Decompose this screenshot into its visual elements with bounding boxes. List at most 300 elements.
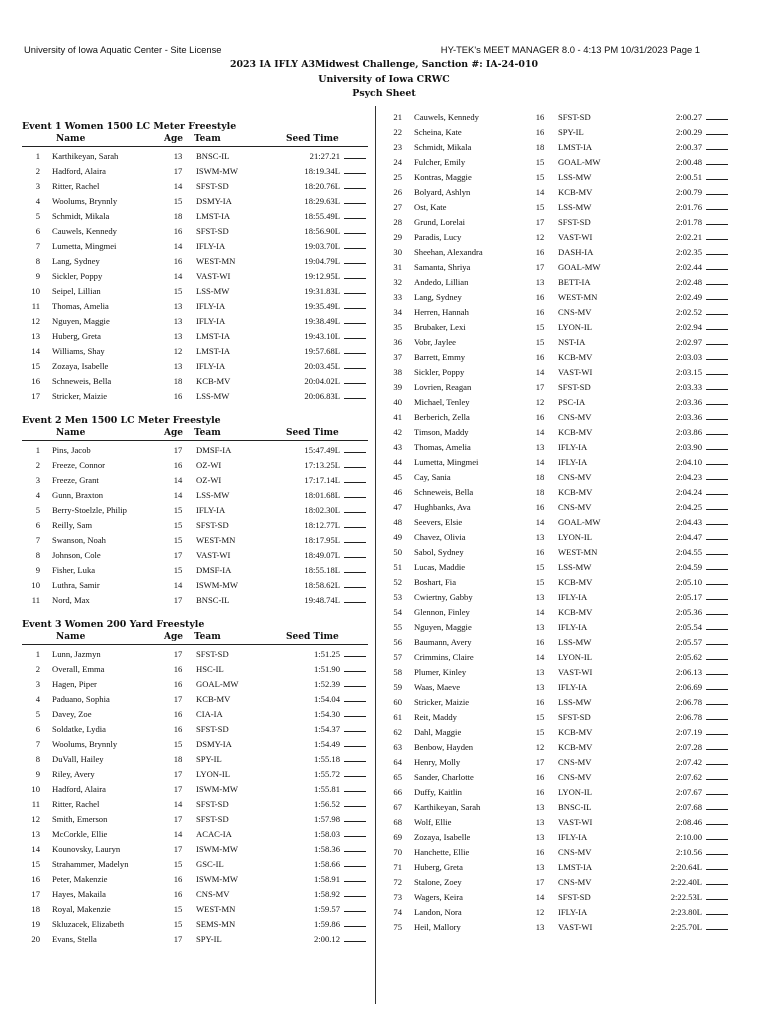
seed-time: 1:54.37 [313,724,340,734]
result-blank-line [344,299,366,309]
swimmer-name: Grund, Lorelai [414,217,466,227]
rank-number: 6 [35,724,40,734]
swimmer-name: Schneweis, Bella [52,376,112,386]
swimmer-name: Huberg, Greta [414,862,463,872]
result-blank-line [706,410,728,420]
result-blank-line [706,200,728,210]
swimmer-name: Cwiertny, Gabby [414,592,473,602]
seed-time: 2:06.78 [675,697,702,707]
result-blank-line [706,500,728,510]
seed-time: 1:55.81 [313,784,340,794]
entry-row [384,890,730,905]
result-blank-line [706,305,728,315]
team-code: CNS-MV [558,757,592,767]
entry-row [384,635,730,650]
swimmer-age: 17 [173,445,183,455]
swimmer-name: Benbow, Hayden [414,742,474,752]
swimmer-name: Boshart, Fia [414,577,457,587]
swimmer-age: 16 [173,874,183,884]
swimmer-age: 13 [535,277,545,287]
swimmer-age: 13 [535,532,545,542]
swimmer-age: 14 [173,181,183,191]
swimmer-age: 15 [535,727,545,737]
team-code: CNS-MV [196,889,230,899]
swimmer-name: Karthikeyan, Sarah [52,151,119,161]
entry-row [22,224,368,239]
swimmer-name: Luthra, Samir [52,580,100,590]
swimmer-name: Karthikeyan, Sarah [414,802,481,812]
entry-row [22,887,368,902]
result-blank-line [706,380,728,390]
rank-number: 5 [35,211,40,221]
result-blank-line [706,830,728,840]
swimmer-name: Seevers, Elsie [414,517,463,527]
team-code: KCB-MV [558,487,593,497]
result-blank-line [344,503,366,513]
seed-time: 1:54.30 [313,709,340,719]
result-blank-line [344,239,366,249]
seed-time: 2:01.76 [675,202,702,212]
swimmer-name: Zozaya, Isabelle [52,361,109,371]
swimmer-name: Cay, Sania [414,472,451,482]
team-code: KCB-MV [558,607,593,617]
seed-time: 2:06.78 [675,712,702,722]
swimmer-name: Henry, Molly [414,757,461,767]
swimmer-name: Kounovsky, Lauryn [52,844,121,854]
result-blank-line [344,857,366,867]
rank-number: 15 [31,859,40,869]
rank-number: 68 [393,817,402,827]
swimmer-name: Hughbanks, Ava [414,502,471,512]
entry-row [22,374,368,389]
seed-time: 2:00.12 [313,934,340,944]
swimmer-name: Scheina, Kate [414,127,462,137]
entry-row [22,872,368,887]
team-code: IFLY-IA [558,592,588,602]
swimmer-age: 14 [173,271,183,281]
swimmer-age: 14 [173,490,183,500]
team-code: SFST-SD [196,814,229,824]
swimmer-age: 13 [535,817,545,827]
result-blank-line [706,110,728,120]
result-blank-line [344,548,366,558]
rank-number: 7 [35,739,40,749]
entry-row [384,185,730,200]
entry-row [384,725,730,740]
result-blank-line [706,800,728,810]
swimmer-name: Strahammer, Madelyn [52,859,129,869]
rank-number: 34 [393,307,402,317]
swimmer-age: 16 [535,847,545,857]
swimmer-name: Paduano, Sophia [52,694,110,704]
result-blank-line [344,563,366,573]
entry-row [22,707,368,722]
entry-row [22,254,368,269]
seed-time: 2:10.00 [675,832,702,842]
result-blank-line [344,164,366,174]
rank-number: 58 [393,667,402,677]
swimmer-name: Peter, Makenzie [52,874,108,884]
team-code: SFST-SD [558,217,591,227]
result-blank-line [344,254,366,264]
swimmer-age: 15 [173,859,183,869]
entry-row [384,500,730,515]
seed-time: 1:58.66 [313,859,340,869]
seed-time: 18:55.49L [304,211,340,221]
result-blank-line [706,725,728,735]
team-code: SEMS-MN [196,919,236,929]
seed-time: 18:20.76L [304,181,340,191]
swimmer-age: 16 [535,697,545,707]
rank-number: 49 [393,532,402,542]
entry-row [22,389,368,404]
swimmer-age: 14 [535,652,545,662]
swimmer-name: Johnson, Cole [52,550,101,560]
entry-row [22,314,368,329]
rank-number: 6 [35,226,40,236]
rank-number: 10 [31,286,40,296]
seed-time: 2:04.23 [675,472,702,482]
team-code: CNS-MV [558,502,592,512]
team-code: IFLY-IA [558,832,588,842]
right-column [384,110,730,935]
entry-row [22,329,368,344]
event-title: Event 3 Women 200 Yard Freestyle [22,619,205,630]
swimmer-age: 16 [173,460,183,470]
team-code: BETT-IA [558,277,591,287]
entry-row [384,275,730,290]
seed-time: 2:02.94 [675,322,702,332]
rank-number: 63 [393,742,402,752]
seed-time: 2:05.54 [675,622,702,632]
seed-time: 19:31.83L [304,286,340,296]
team-code: PSC-IA [558,397,586,407]
result-blank-line [706,215,728,225]
swimmer-age: 16 [173,679,183,689]
result-blank-line [706,665,728,675]
team-code: CNS-MV [558,412,592,422]
result-blank-line [344,647,366,657]
seed-time: 2:03.36 [675,412,702,422]
rank-number: 55 [393,622,402,632]
seed-time: 2:22.53L [670,892,702,902]
result-blank-line [344,677,366,687]
rank-number: 42 [393,427,402,437]
swimmer-name: Sander, Charlotte [414,772,474,782]
team-code: KCB-MV [196,694,231,704]
rank-number: 2 [35,166,40,176]
result-blank-line [344,932,366,942]
swimmer-name: Bolyard, Ashlyn [414,187,471,197]
team-code: BNSC-IL [196,595,230,605]
team-code: ISWM-MW [196,166,239,176]
team-code: SPY-IL [558,127,584,137]
seed-time: 2:10.56 [675,847,702,857]
seed-time: 18:19.34L [304,166,340,176]
entry-row [22,548,368,563]
swimmer-name: Hayes, Makaila [52,889,106,899]
column-header-age: Age [164,134,184,144]
rank-number: 5 [35,709,40,719]
seed-time: 19:03.70L [304,241,340,251]
seed-time: 1:58.36 [313,844,340,854]
swimmer-name: Stricker, Maizie [414,697,470,707]
swimmer-age: 14 [535,367,545,377]
entry-row [384,665,730,680]
team-code: HSC-IL [196,664,224,674]
swimmer-age: 18 [535,142,545,152]
column-header-team: Team [194,134,221,144]
swimmer-name: Lunn, Jazmyn [52,649,101,659]
result-blank-line [706,695,728,705]
seed-time: 2:00.27 [675,112,702,122]
result-blank-line [706,365,728,375]
swimmer-name: Michael, Tenley [414,397,470,407]
swimmer-age: 13 [535,667,545,677]
swimmer-name: Cauwels, Kennedy [52,226,117,236]
swimmer-name: Lucas, Maddie [414,562,466,572]
entry-row [384,170,730,185]
result-blank-line [706,545,728,555]
swimmer-name: Stricker, Maizie [52,391,108,401]
seed-time: 2:00.48 [675,157,702,167]
rank-number: 39 [393,382,402,392]
seed-time: 1:51.90 [313,664,340,674]
swimmer-age: 16 [535,292,545,302]
swimmer-age: 18 [535,487,545,497]
result-blank-line [344,488,366,498]
rank-number: 1 [35,445,40,455]
rank-number: 45 [393,472,402,482]
team-code: KCB-MV [558,427,593,437]
seed-time: 2:08.46 [675,817,702,827]
result-blank-line [706,335,728,345]
entry-row [384,815,730,830]
swimmer-age: 14 [173,241,183,251]
swimmer-age: 16 [173,664,183,674]
team-code: LYON-IL [558,787,592,797]
seed-time: 17:13.25L [304,460,340,470]
swimmer-age: 13 [535,592,545,602]
rank-number: 7 [35,241,40,251]
rank-number: 64 [393,757,402,767]
entry-row [384,110,730,125]
swimmer-age: 12 [535,397,545,407]
swimmer-age: 16 [535,352,545,362]
result-blank-line [706,470,728,480]
seed-time: 2:04.10 [675,457,702,467]
rank-number: 71 [393,862,402,872]
rank-number: 6 [35,520,40,530]
rank-number: 22 [393,127,402,137]
entry-row [384,905,730,920]
seed-time: 2:03.33 [675,382,702,392]
swimmer-name: Sickler, Poppy [414,367,465,377]
entry-row [384,560,730,575]
result-blank-line [344,389,366,399]
column-header-row [22,632,368,645]
seed-time: 20:04.02L [304,376,340,386]
rank-number: 8 [35,256,40,266]
result-blank-line [344,872,366,882]
team-code: CNS-MV [558,307,592,317]
swimmer-name: Huberg, Greta [52,331,101,341]
team-code: IFLY-IA [558,442,588,452]
rank-number: 5 [35,505,40,515]
result-blank-line [706,275,728,285]
entry-row [22,842,368,857]
swimmer-name: Hadford, Alaira [52,166,106,176]
team-code: SFST-SD [196,799,229,809]
entry-row [384,260,730,275]
swimmer-age: 16 [535,127,545,137]
swimmer-name: Ritter, Rachel [52,181,100,191]
team-code: WEST-MN [558,547,598,557]
team-code: LMST-IA [558,862,593,872]
swimmer-age: 17 [535,382,545,392]
result-blank-line [706,425,728,435]
rank-number: 43 [393,442,402,452]
team-code: IFLY-IA [558,907,588,917]
swimmer-name: Lumetta, Mingmei [414,457,479,467]
rank-number: 8 [35,754,40,764]
team-code: WEST-MN [196,904,236,914]
team-code: CNS-MV [558,472,592,482]
team-code: KCB-MV [558,742,593,752]
result-blank-line [344,662,366,672]
result-blank-line [344,842,366,852]
result-blank-line [706,245,728,255]
result-blank-line [344,344,366,354]
column-divider [375,106,376,1004]
seed-time: 2:00.37 [675,142,702,152]
swimmer-age: 12 [173,346,183,356]
result-blank-line [344,692,366,702]
swimmer-name: Vobr, Jaylee [414,337,456,347]
seed-time: 2:05.36 [675,607,702,617]
seed-time: 17:17.14L [304,475,340,485]
rank-number: 1 [35,151,40,161]
seed-time: 2:02.48 [675,277,702,287]
swimmer-age: 14 [173,580,183,590]
result-blank-line [344,812,366,822]
result-blank-line [706,155,728,165]
team-code: LYON-IL [558,652,592,662]
swimmer-age: 17 [173,649,183,659]
seed-time: 1:57.98 [313,814,340,824]
result-blank-line [344,329,366,339]
venue-title: University of Iowa CRWC [318,73,450,85]
swimmer-age: 14 [535,187,545,197]
result-blank-line [706,770,728,780]
entry-row [384,920,730,935]
result-blank-line [344,458,366,468]
swimmer-age: 14 [173,829,183,839]
swimmer-name: Nord, Max [52,595,90,605]
rank-number: 46 [393,487,402,497]
rank-number: 27 [393,202,402,212]
seed-time: 2:07.19 [675,727,702,737]
entry-row [384,215,730,230]
entry-row [22,578,368,593]
rank-number: 11 [31,799,40,809]
entry-row [384,590,730,605]
team-code: LSS-MW [558,172,592,182]
swimmer-name: Fulcher, Emily [414,157,466,167]
swimmer-name: Riley, Avery [52,769,95,779]
team-code: KCB-MV [558,187,593,197]
swimmer-age: 16 [535,787,545,797]
entry-row [384,770,730,785]
team-code: VAST-WI [558,817,593,827]
seed-time: 2:03.03 [675,352,702,362]
swimmer-age: 15 [173,535,183,545]
rank-number: 26 [393,187,402,197]
swimmer-age: 12 [535,232,545,242]
rank-number: 19 [31,919,40,929]
team-code: LMST-IA [196,331,231,341]
seed-time: 20:06.83L [304,391,340,401]
swimmer-name: Pins, Jacob [52,445,91,455]
result-blank-line [706,140,728,150]
team-code: SFST-SD [558,892,591,902]
rank-number: 25 [393,172,402,182]
column-header-team: Team [194,632,221,642]
rank-number: 74 [393,907,402,917]
swimmer-age: 16 [535,772,545,782]
event-title: Event 2 Men 1500 LC Meter Freestyle [22,415,221,426]
result-blank-line [706,350,728,360]
swimmer-age: 16 [535,412,545,422]
swimmer-name: Schmidt, Mikala [414,142,472,152]
seed-time: 2:23.80L [670,907,702,917]
swimmer-age: 13 [173,301,183,311]
swimmer-age: 18 [535,472,545,482]
swimmer-name: Stalone, Zoey [414,877,462,887]
seed-time: 2:07.68 [675,802,702,812]
swimmer-name: Waas, Maeve [414,682,461,692]
entry-row [384,365,730,380]
seed-time: 1:58.03 [313,829,340,839]
swimmer-name: Sabol, Sydney [414,547,464,557]
rank-number: 33 [393,292,402,302]
swimmer-name: Lumetta, Mingmei [52,241,117,251]
result-blank-line [344,827,366,837]
entry-row [22,299,368,314]
team-code: IFLY-IA [196,301,226,311]
swimmer-name: Wagers, Keira [414,892,463,902]
rank-number: 38 [393,367,402,377]
swimmer-name: DuVall, Hailey [52,754,104,764]
result-blank-line [344,533,366,543]
rank-number: 7 [35,535,40,545]
seed-time: 1:59.86 [313,919,340,929]
swimmer-age: 15 [535,562,545,572]
entry-row [384,680,730,695]
swimmer-age: 13 [535,832,545,842]
seed-time: 20:03.45L [304,361,340,371]
team-code: LMST-IA [558,142,593,152]
swimmer-name: Brubaker, Lexi [414,322,466,332]
swimmer-name: Berberich, Zella [414,412,470,422]
rank-number: 31 [393,262,402,272]
swimmer-name: Evans, Stella [52,934,97,944]
swimmer-age: 12 [535,907,545,917]
swimmer-age: 14 [535,427,545,437]
swimmer-age: 15 [535,712,545,722]
seed-time: 2:04.25 [675,502,702,512]
seed-time: 2:01.78 [675,217,702,227]
